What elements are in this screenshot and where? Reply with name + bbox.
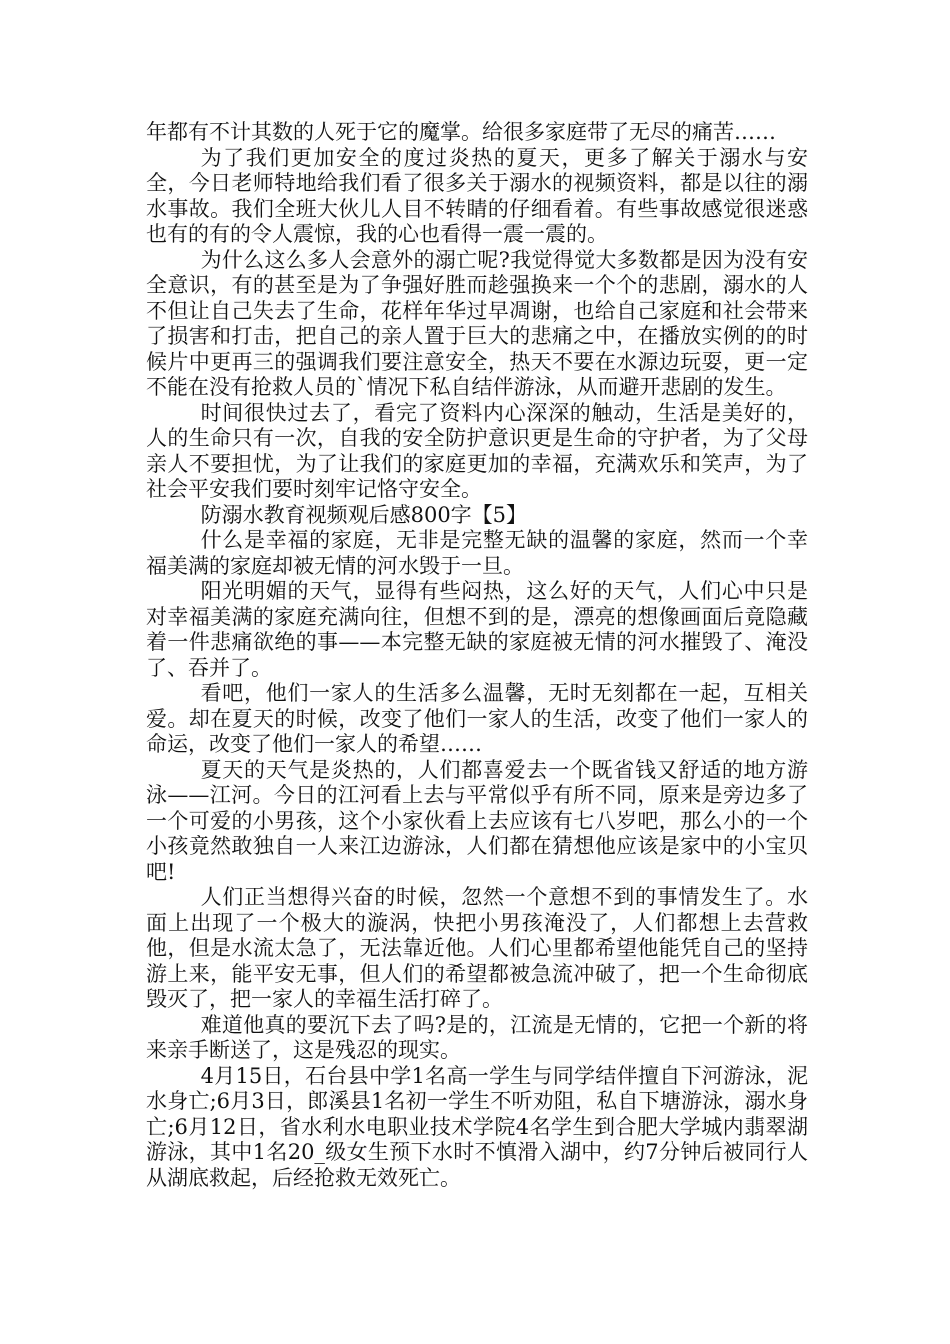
paragraph: 为了我们更加安全的度过炎热的夏天，更多了解关于溺水与安全，今日老师特地给我们看了很多关于溺水的视频资料，都是以往的溺水事故。我们全班大伙儿人目不转睛的仔细看着。有些事故感觉很迷惑也有的有的令人震惊，我的心也看得一震一震的。 (146, 145, 808, 246)
paragraph: 时间很快过去了，看完了资料内心深深的触动，生活是美好的，人的生命只有一次，自我的安全防护意识更是生命的守护者，为了父母亲人不要担忧，为了让我们的家庭更加的幸福，充满欢乐和笑声，为了社会平安我们要时刻牢记恪守安全。 (146, 400, 808, 501)
document-body (146, 120, 808, 1191)
paragraph: 什么是幸福的家庭，无非是完整无缺的温馨的家庭，然而一个幸福美满的家庭却被无情的河水毁于一旦。 (146, 528, 808, 578)
paragraph: 人们正当想得兴奋的时候，忽然一个意想不到的事情发生了。水面上出现了一个极大的漩涡，快把小男孩淹没了，人们都想上去营救他，但是水流太急了，无法靠近他。人们心里都希望他能凭自己的坚持游上来，能平安无事，但人们的希望都被急流冲破了，把一个生命彻底毁灭了，把一家人的幸福生活打碎了。 (146, 885, 808, 1011)
paragraph: 难道他真的要沉下去了吗?是的，江流是无情的，它把一个新的将来亲手断送了，这是残忍的现实。 (146, 1012, 808, 1062)
paragraph: 为什么这么多人会意外的溺亡呢?我觉得觉大多数都是因为没有安全意识，有的甚至是为了争强好胜而趁强换来一个个的悲剧，溺水的人不但让自己失去了生命，花样年华过早凋谢，也给自己家庭和社会带来了损害和打击，把自己的亲人置于巨大的悲痛之中，在播放实例的的时候片中更再三的强调我们要注意安全，热天不要在水源边玩耍，更一定不能在没有抢救人员的`情况下私自结伴游泳，从而避开悲剧的发生。 (146, 247, 808, 399)
section-heading: 防溺水教育视频观后感800字【5】 (200, 502, 528, 527)
paragraph: 看吧，他们一家人的生活多么温馨，无时无刻都在一起，互相关爱。却在夏天的时候，改变了他们一家人的生活，改变了他们一家人的命运，改变了他们一家人的希望…… (146, 681, 808, 756)
paragraph: 夏天的天气是炎热的，人们都喜爱去一个既省钱又舒适的地方游泳——江河。今日的江河看上去与平常似乎有所不同，原来是旁边多了一个可爱的小男孩，这个小家伙看上去应该有七八岁吧，那么小的一个小孩竟然敢独自一人来江边游泳，人们都在猜想他应该是家中的小宝贝吧! (146, 757, 808, 884)
paragraph: 4月15日，石台县中学1名高一学生与同学结伴擅自下河游泳，泥水身亡;6月3日，郎溪县1名初一学生不听劝阻，私自下塘游泳，溺水身亡;6月12日，省水利水电职业技术学院4名学生到合肥大学城内翡翠湖游泳，其中1名20_级女生预下水时不慎滑入湖中，约7分钟后被同行人从湖底救起，后经抢救无效死亡。 (146, 1063, 808, 1190)
paragraph: 阳光明媚的天气，显得有些闷热，这么好的天气，人们心中只是对幸福美满的家庭充满向往，但想不到的是，漂亮的想像画面后竟隐藏着一件悲痛欲绝的事——本完整无缺的家庭被无情的河水摧毁了、淹没了、吞并了。 (146, 579, 808, 680)
paragraph-continued: 年都有不计其数的人死于它的魔掌。给很多家庭带了无尽的痛苦…… (146, 120, 776, 144)
